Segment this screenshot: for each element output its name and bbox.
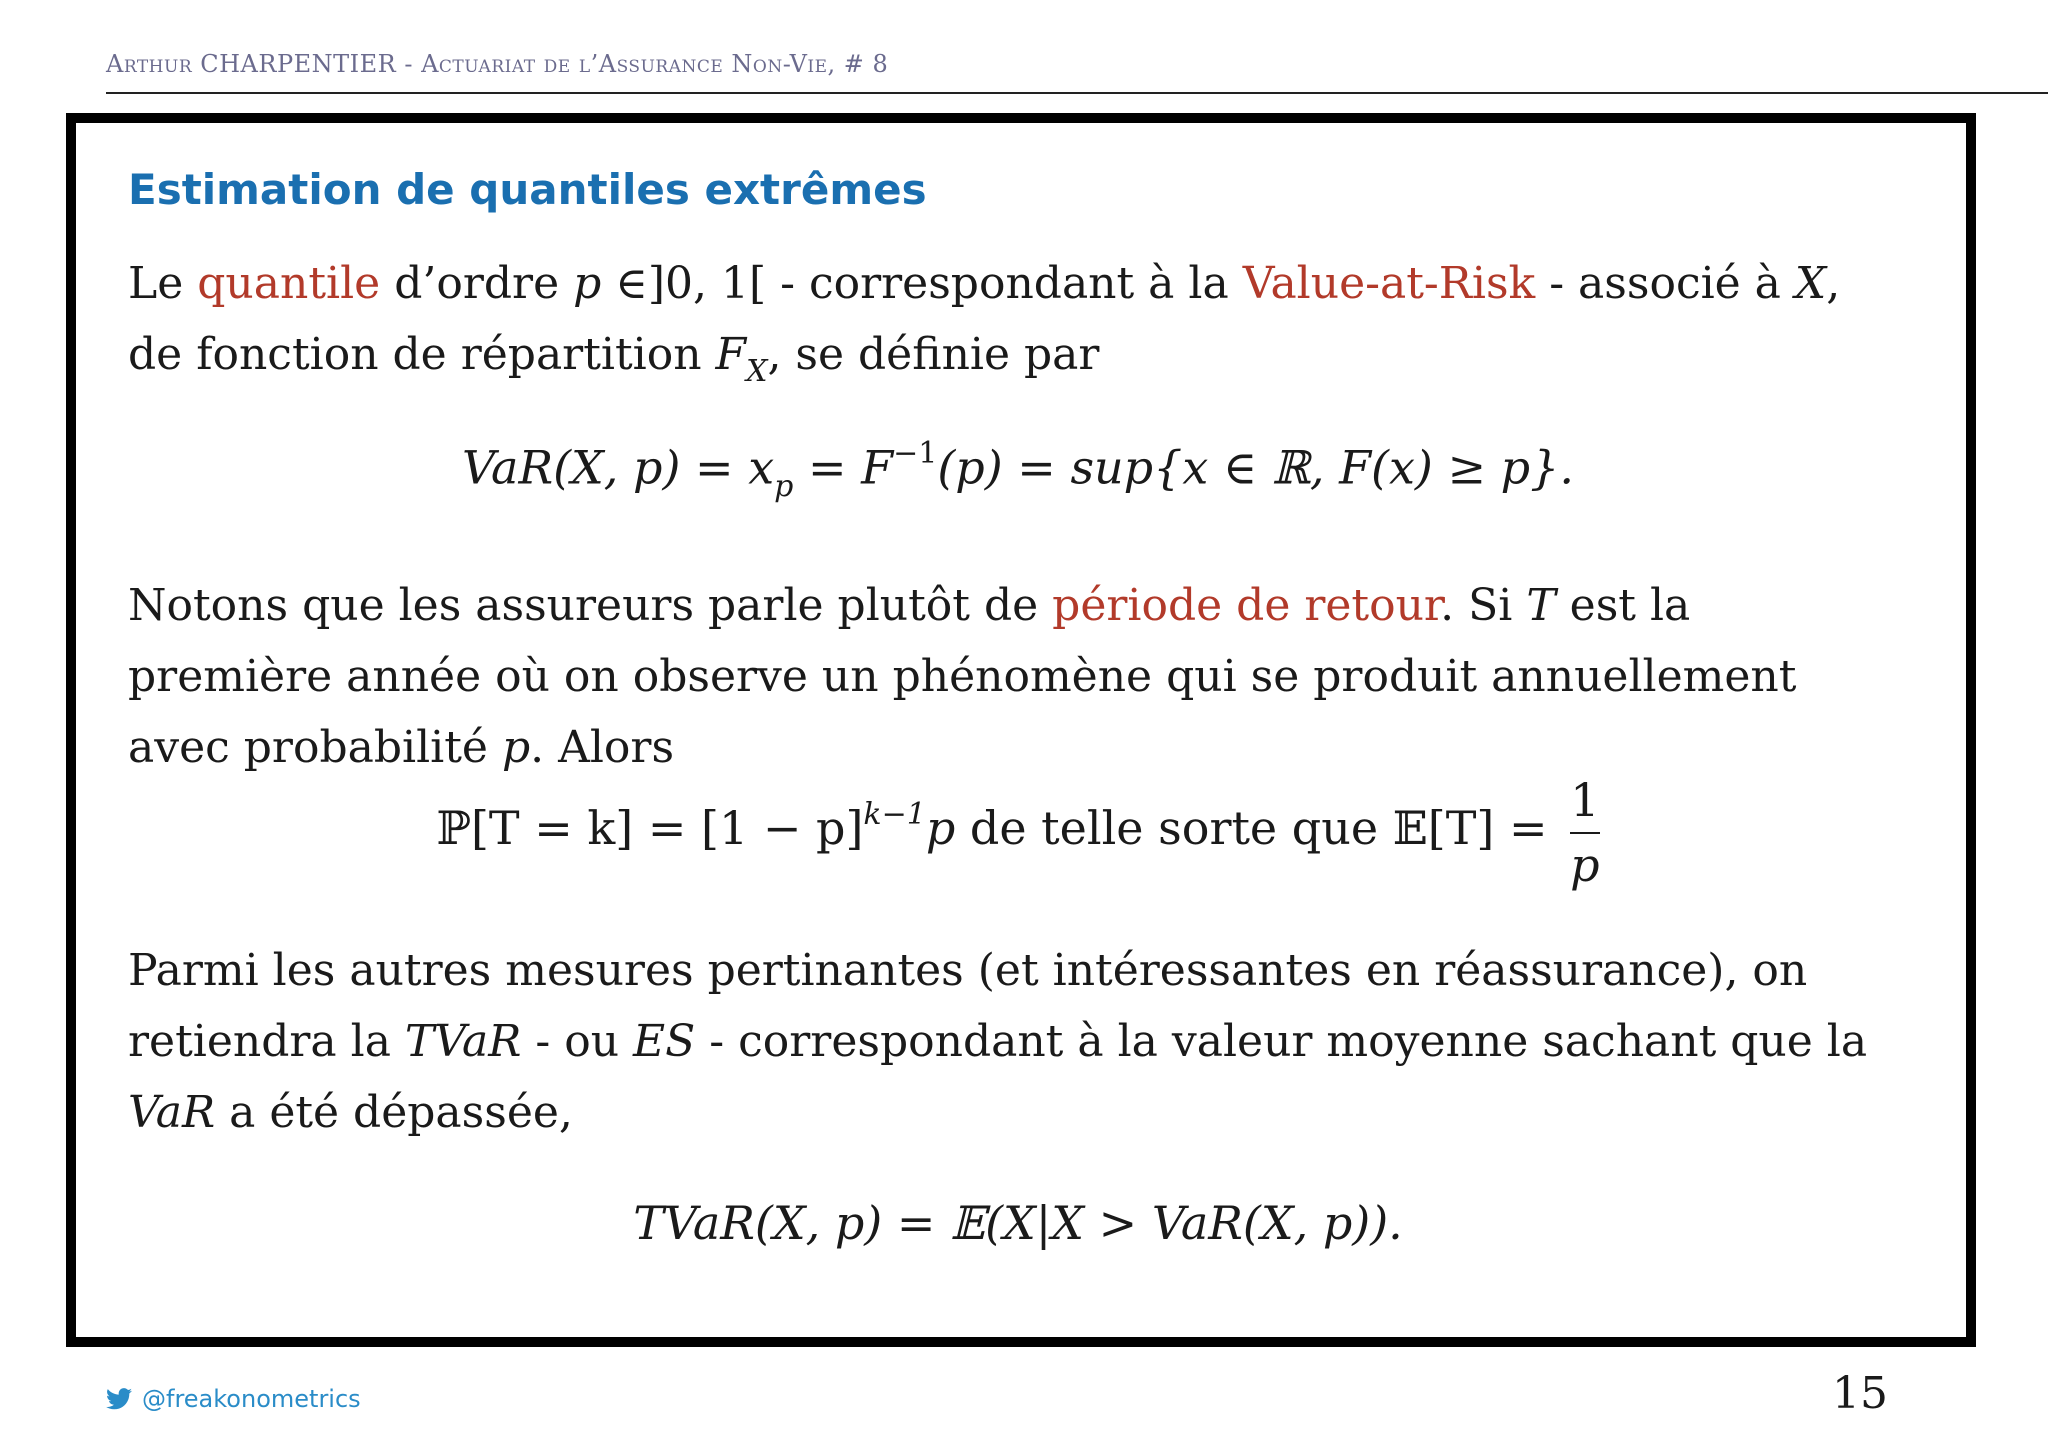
text: Notons que les assureurs parle plutôt de: [128, 580, 1053, 631]
paragraph-tvar: [128, 935, 1908, 1148]
text: . Si: [1440, 580, 1527, 631]
eq-var-exponent: −1: [893, 436, 938, 471]
math-interval: ∈]0, 1[: [601, 258, 767, 309]
text: , se définie par: [767, 329, 1100, 380]
fraction: [1570, 772, 1599, 892]
page-number: 15: [1832, 1368, 1888, 1419]
value-at-risk-link[interactable]: Value-at-Risk: [1242, 258, 1536, 309]
text: est la première année où on observe un phénomène qui se produit annuellement avec probabilité: [128, 580, 1797, 773]
math-VaR: VaR: [128, 1087, 216, 1138]
math-F: F: [715, 329, 747, 380]
text: - associé à: [1535, 258, 1795, 309]
math-X: X: [1794, 258, 1827, 309]
text: - ou: [521, 1016, 634, 1067]
header-separator: -: [396, 50, 422, 78]
text: Parmi les autres mesures pertinantes (et intéressantes en réassurance), on retiendra la: [128, 945, 1808, 1067]
eq-var-part1: VaR(X, p) = x: [462, 440, 775, 495]
text: . Alors: [530, 722, 675, 773]
text: - correspondant à la valeur moyenne sachant que la: [695, 1016, 1868, 1067]
fraction-bar: [1570, 832, 1599, 834]
eq-var-part3: (p) = sup{x ∈ ℝ, F(x) ≥ p}.: [937, 440, 1574, 495]
math-TVaR: TVaR: [404, 1016, 522, 1067]
fraction-numerator: 1: [1570, 773, 1600, 827]
slide-header: [106, 50, 888, 78]
eq-var-subscript: p: [774, 468, 794, 504]
header-course: Actuariat de l’Assurance Non-Vie: [421, 50, 828, 78]
text: Le: [128, 258, 198, 309]
math-T: T: [1526, 580, 1556, 631]
text: a été dépassée,: [215, 1087, 573, 1138]
text: - correspondant à la: [766, 258, 1243, 309]
eq-geo-p: p: [925, 801, 956, 855]
return-period-link[interactable]: période de retour: [1052, 580, 1441, 631]
math-ES: ES: [633, 1016, 696, 1067]
paragraph-return-period: [128, 570, 1908, 783]
math-p: p: [573, 258, 602, 309]
equation-tvar: [128, 1196, 1908, 1250]
text: , de fonction de répartition: [128, 258, 1841, 380]
eq-var-part2: = F: [793, 440, 894, 495]
math-p: p: [501, 722, 531, 773]
slide-title: Estimation de quantiles extrêmes: [128, 165, 927, 214]
eq-geo-rhs: 𝔼[T] =: [1392, 801, 1563, 855]
twitter-bird-icon: [106, 1388, 132, 1410]
header-author: Arthur CHARPENTIER: [106, 50, 397, 78]
fraction-denominator: p: [1570, 838, 1600, 892]
eq-tvar: TVaR(X, p) = 𝔼(X|X > VaR(X, p)).: [633, 1196, 1403, 1250]
twitter-handle-link[interactable]: [106, 1385, 361, 1413]
math-subscript-X: X: [746, 353, 768, 389]
eq-geo-exponent: k−1: [863, 796, 926, 832]
equation-var: [128, 436, 1908, 504]
header-lecture: , # 8: [827, 50, 889, 78]
paragraph-definition: [128, 248, 1908, 405]
header-rule: [106, 92, 2048, 94]
quantile-link[interactable]: quantile: [197, 258, 381, 309]
eq-geo-text: de telle sorte que: [955, 801, 1393, 855]
twitter-handle: @freakonometrics: [142, 1385, 361, 1413]
eq-geo-lhs: ℙ[T = k] = [1 − p]: [436, 801, 864, 855]
text: d’ordre: [380, 258, 574, 309]
equation-geometric: [128, 772, 1908, 892]
